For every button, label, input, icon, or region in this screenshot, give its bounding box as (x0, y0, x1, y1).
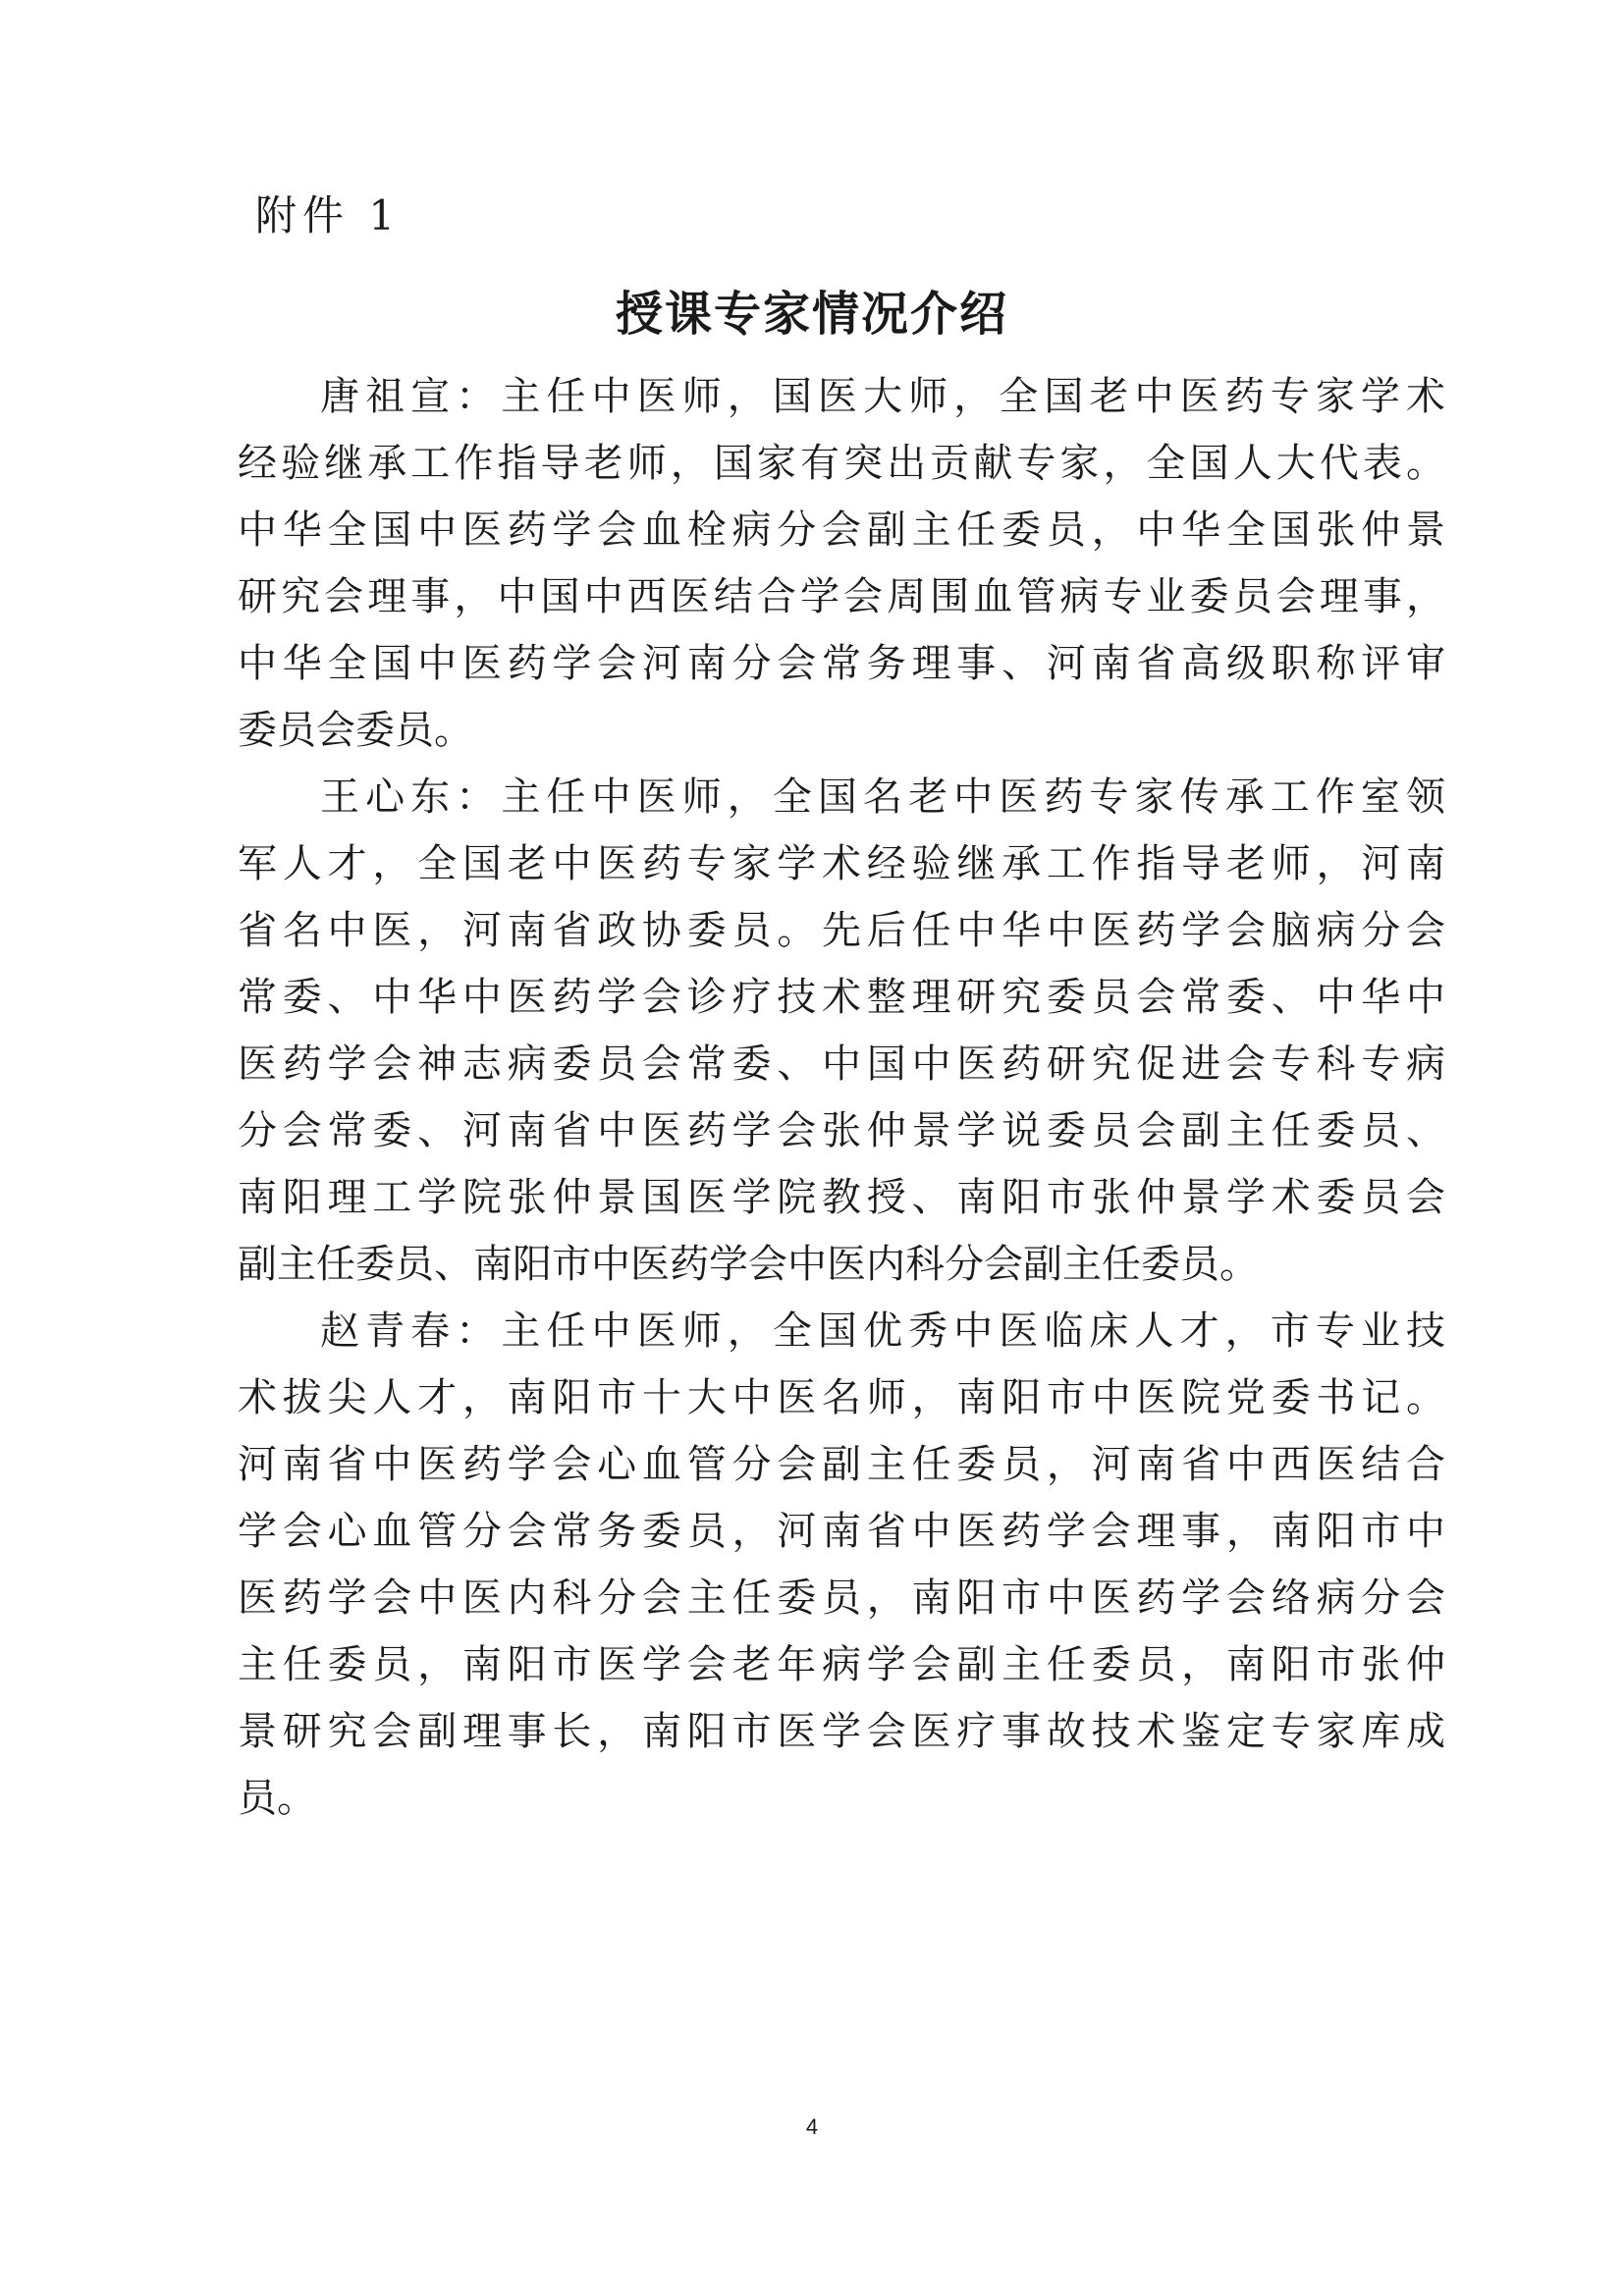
text-line: 医药学会神志病委员会常委、中国中医药研究促进会专科专病 (238, 1041, 1445, 1087)
text-line: 南阳理工学院张仲景国医学院教授、南阳市张仲景学术委员会 (238, 1175, 1445, 1220)
text-line: 委员会委员。 (238, 708, 473, 753)
text-line: 中华全国中医药学会血栓病分会副主任委员，中华全国张仲景 (238, 507, 1445, 553)
text-line: 员。 (238, 1776, 316, 1821)
text-line: 王心东：主任中医师，全国名老中医药专家传承工作室领 (320, 774, 1445, 820)
text-line: 副主任委员、南阳市中医药学会中医内科分会副主任委员。 (238, 1242, 1259, 1287)
text-line: 医药学会中医内科分会主任委员，南阳市中医药学会络病分会 (238, 1575, 1445, 1621)
paragraph-wang-xindong (238, 764, 1445, 1298)
attachment-label: 附件 1 (255, 191, 402, 240)
text-line: 术拔尖人才，南阳市十大中医名师，南阳市中医院党委书记。 (238, 1375, 1445, 1420)
text-line: 军人才，全国老中医药专家学术经验继承工作指导老师，河南 (238, 841, 1445, 886)
text-line: 学会心血管分会常务委员，河南省中医药学会理事，南阳市中 (238, 1509, 1445, 1554)
document-title: 授课专家情况介绍 (615, 287, 1008, 342)
text-line: 经验继承工作指导老师，国家有突出贡献专家，全国人大代表。 (238, 441, 1445, 486)
text-line: 主任委员，南阳市医学会老年病学会副主任委员，南阳市张仲 (238, 1642, 1445, 1687)
page-number: 4 (805, 2114, 819, 2139)
text-line: 景研究会副理事长，南阳市医学会医疗事故技术鉴定专家库成 (238, 1709, 1445, 1754)
text-line: 赵青春：主任中医师，全国优秀中医临床人才，市专业技 (320, 1308, 1445, 1354)
text-line: 河南省中医药学会心血管分会副主任委员，河南省中西医结合 (238, 1442, 1445, 1487)
paragraph-tang-zuxuan (238, 363, 1445, 764)
text-line: 唐祖宣：主任中医师，国医大师，全国老中医药专家学术 (320, 374, 1445, 419)
text-line: 分会常委、河南省中医药学会张仲景学说委员会副主任委员、 (238, 1108, 1445, 1153)
document-body (238, 363, 1445, 1832)
paragraph-zhao-qingchun (238, 1298, 1445, 1832)
text-line: 研究会理事，中国中西医结合学会周围血管病专业委员会理事， (238, 574, 1445, 619)
text-line: 常委、中华中医药学会诊疗技术整理研究委员会常委、中华中 (238, 975, 1445, 1020)
text-line: 中华全国中医药学会河南分会常务理事、河南省高级职称评审 (238, 641, 1445, 686)
text-line: 省名中医，河南省政协委员。先后任中华中医药学会脑病分会 (238, 908, 1445, 953)
